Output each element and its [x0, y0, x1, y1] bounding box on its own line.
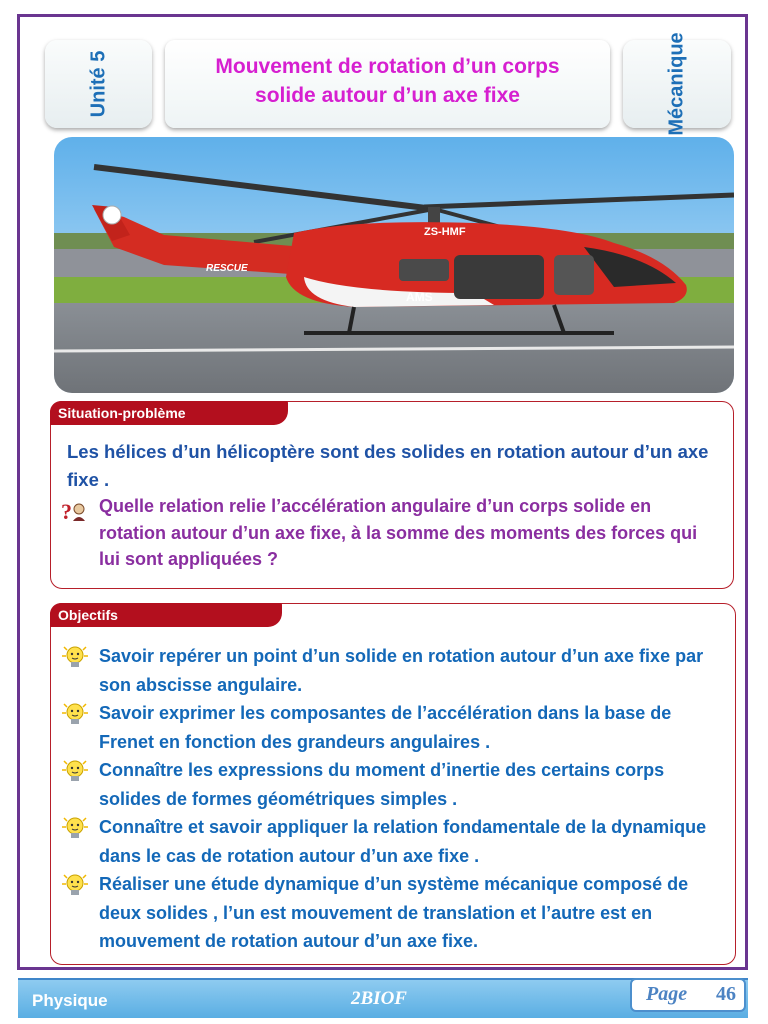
- situation-text: Les hélices d’un hélicoptère sont des solides en rotation autour d’un axe fixe .: [67, 441, 709, 490]
- objectif-text: Savoir repérer un point d’un solide en rotation autour d’un axe fixe par son abscisse angulaire.: [99, 646, 704, 695]
- title-tab: [165, 40, 610, 128]
- objectif-text: Connaître les expressions du moment d’inertie des certains corps solides de formes géométriques simples .: [99, 760, 665, 809]
- svg-text:?: ?: [61, 499, 72, 523]
- lightbulb-icon: [61, 815, 89, 850]
- title-line-2: solide autour d’un axe fixe: [255, 84, 520, 107]
- objectif-item: [59, 699, 729, 756]
- situation-question: Quelle relation relie l’accélération angulaire d’un corps solide en rotation autour d’un axe fixe, à la somme des moments des forces qui lui sont appliquées ?: [99, 496, 698, 569]
- subject-tab: [623, 32, 731, 136]
- subject-label: Mécanique: [665, 32, 688, 136]
- helicopter-photo: [54, 137, 734, 393]
- objectif-item: [59, 756, 729, 813]
- objectifs-label: Objectifs: [50, 603, 282, 627]
- footer-subject: Physique: [32, 991, 108, 1010]
- lightbulb-icon: [61, 701, 89, 736]
- page-title: [165, 52, 610, 110]
- unit-label: Unité 5: [87, 50, 109, 118]
- helicopter-illustration: [54, 137, 734, 393]
- registration-text: ZS-HMF: [424, 226, 466, 238]
- objectifs-box: [50, 603, 736, 965]
- lightbulb-icon: [61, 644, 89, 679]
- lightbulb-icon: [61, 758, 89, 793]
- objectif-item: [59, 870, 729, 956]
- pilot-door: [554, 255, 594, 295]
- objectifs-list: [59, 642, 729, 956]
- footer-bar: [18, 978, 748, 1018]
- title-line-1: Mouvement de rotation d’un corps: [215, 55, 560, 78]
- ams-decal: AMS: [406, 290, 433, 304]
- objectif-text: Savoir exprimer les composantes de l’accélération dans la base de Frenet en fonction des grandeurs angulaires .: [99, 703, 672, 752]
- unit-tab: [45, 40, 152, 128]
- page-number-box: [630, 978, 746, 1012]
- objectif-item: [59, 642, 729, 699]
- page-number: 46: [716, 983, 736, 1005]
- situation-label: Situation-problème: [50, 401, 288, 425]
- objectif-text: Connaître et savoir appliquer la relation fondamentale de la dynamique dans le cas de rotation autour d’un axe fixe .: [99, 817, 707, 866]
- objectif-text: Réaliser une étude dynamique d’un système mécanique composé de deux solides , l’un est mouvement de translation et l’autre est en mouvement de rotation autour d’un axe fixe.: [99, 874, 689, 951]
- side-window: [399, 259, 449, 281]
- question-icon: [59, 499, 87, 528]
- rescue-decal: RESCUE: [206, 263, 248, 274]
- objectif-item: [59, 813, 729, 870]
- situation-box: [50, 401, 734, 589]
- tail-rotor: [103, 206, 121, 224]
- lightbulb-icon: [61, 872, 89, 907]
- footer-level: 2BIOF: [351, 988, 407, 1009]
- cabin-window: [454, 255, 544, 299]
- page-label: Page: [646, 983, 688, 1005]
